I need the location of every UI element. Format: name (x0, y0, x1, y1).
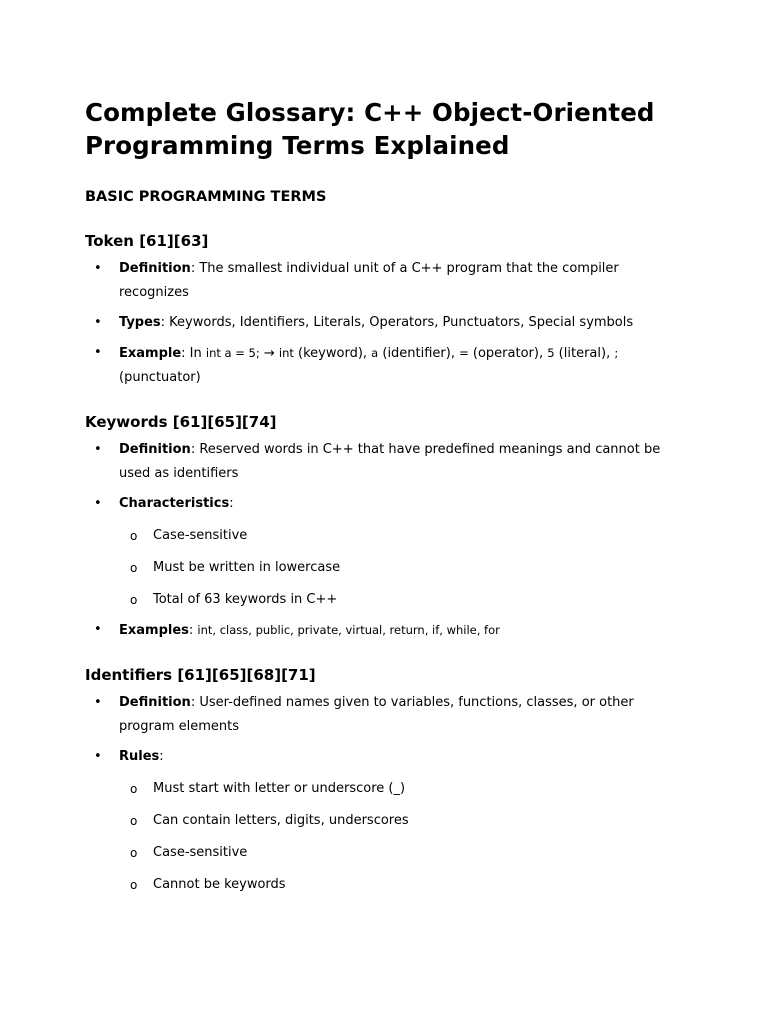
example-text: (keyword), (293, 346, 372, 361)
list-item (119, 873, 685, 897)
term-heading-identifiers: Identifiers [61][65][68][71] (85, 666, 316, 684)
example-code: int (278, 346, 294, 360)
term-heading-token: Token [61][63] (85, 232, 209, 250)
list-item-text: Can contain letters, digits, underscores (153, 813, 409, 828)
example-text: (punctuator) (119, 370, 201, 385)
examples-label: Examples (119, 623, 189, 638)
list-item (85, 492, 685, 612)
list-item (85, 618, 685, 643)
bullet-icon: • (94, 261, 102, 276)
list-item (119, 524, 685, 548)
sub-bullet-icon: o (130, 878, 138, 892)
list-item-text: Cannot be keywords (153, 877, 286, 892)
list-item (85, 341, 685, 390)
sub-bullet-icon: o (130, 814, 138, 828)
characteristics-label: Characteristics (119, 496, 230, 511)
sub-bullet-icon: o (130, 846, 138, 860)
example-code: ; (614, 346, 619, 360)
types-text: : Keywords, Identifiers, Literals, Operators, Punctuators, Special symbols (160, 315, 634, 330)
list-item (119, 777, 685, 801)
list-item (119, 809, 685, 833)
sub-bullet-icon: o (130, 529, 138, 543)
label-colon: : (159, 749, 164, 764)
characteristics-list (119, 524, 685, 612)
token-list (85, 257, 685, 390)
definition-text: : User-defined names given to variables, functions, classes, or other program elements (119, 695, 634, 734)
list-item (119, 588, 685, 612)
bullet-icon: • (94, 749, 102, 764)
bullet-icon: • (94, 442, 102, 457)
list-item-text: Must be written in lowercase (153, 560, 341, 575)
definition-label: Definition (119, 261, 191, 276)
sub-bullet-icon: o (130, 561, 138, 575)
example-code: int a = 5; (205, 346, 260, 360)
example-code: = (459, 346, 469, 360)
document-page (85, 96, 685, 897)
example-text: : In (181, 346, 206, 361)
rules-label: Rules (119, 749, 160, 764)
label-colon: : (188, 623, 198, 638)
list-item (119, 556, 685, 580)
list-item (85, 745, 685, 897)
example-label: Example (119, 346, 182, 361)
sub-bullet-icon: o (130, 782, 138, 796)
bullet-icon: • (94, 345, 102, 360)
example-text: (operator), (468, 346, 548, 361)
list-item (119, 841, 685, 865)
keywords-list (85, 438, 685, 643)
list-item-text: Total of 63 keywords in C++ (153, 592, 338, 607)
bullet-icon: • (94, 496, 102, 511)
sub-bullet-icon: o (130, 593, 138, 607)
definition-label: Definition (119, 442, 191, 457)
list-item-text: Case-sensitive (153, 845, 248, 860)
identifiers-list (85, 691, 685, 897)
term-heading-keywords: Keywords [61][65][74] (85, 413, 277, 431)
list-item-text: Case-sensitive (153, 528, 248, 543)
bullet-icon: • (94, 315, 102, 330)
example-code: 5 (547, 346, 555, 360)
definition-text: : Reserved words in C++ that have predefined meanings and cannot be used as identifiers (119, 442, 661, 481)
list-item (85, 438, 685, 486)
bullet-icon: • (94, 622, 102, 637)
section-heading-basic: BASIC PROGRAMMING TERMS (85, 189, 327, 205)
bullet-icon: • (94, 695, 102, 710)
definition-text: : The smallest individual unit of a C++ program that the compiler recognizes (119, 261, 619, 300)
rules-list (119, 777, 685, 897)
example-code: a (371, 346, 379, 360)
example-text: (identifier), (378, 346, 460, 361)
document-title: Complete Glossary: C++ Object-Oriented Programming Terms Explained (85, 98, 655, 160)
definition-label: Definition (119, 695, 191, 710)
list-item (85, 257, 685, 305)
label-colon: : (229, 496, 234, 511)
types-label: Types (119, 315, 161, 330)
list-item (85, 311, 685, 335)
arrow-icon: → (259, 346, 279, 361)
list-item (85, 691, 685, 739)
examples-code: int, class, public, private, virtual, return, if, while, for (197, 623, 500, 637)
example-text: (literal), (554, 346, 615, 361)
list-item-text: Must start with letter or underscore (_) (153, 781, 406, 796)
